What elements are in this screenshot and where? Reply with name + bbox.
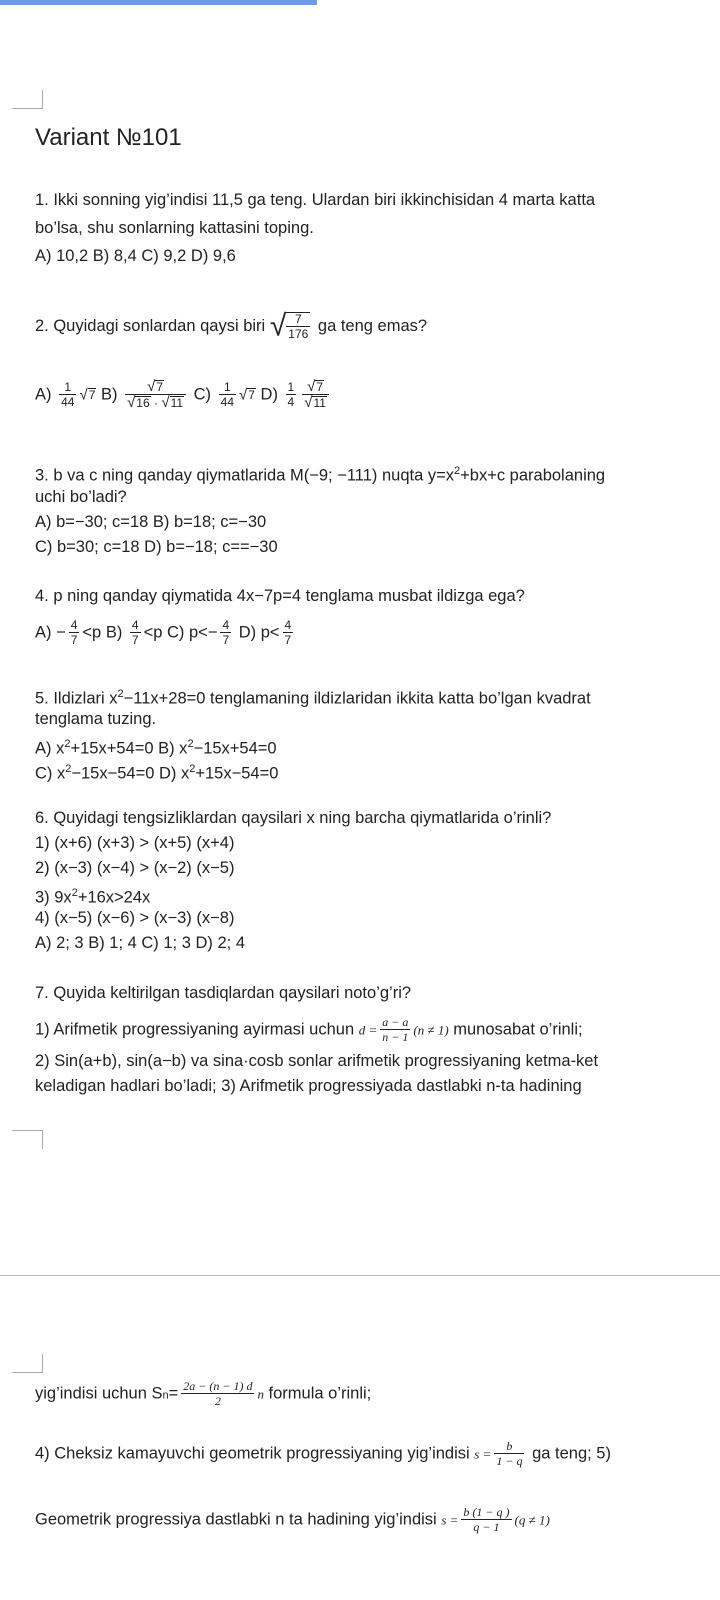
- q5-text-line2: tenglama tuzing.: [35, 710, 157, 728]
- q2-main-fraction: $\frac{7}{176}$: [288, 312, 309, 341]
- q6-item-3: 3) $9x^2+16x>24x$: [35, 887, 151, 907]
- q4-answers: A) − $\frac{4}{7}$ <p B) $\frac{4}{7}$ <p C) p<− $\frac{4}{7}$ D) p< $\frac{4}{7}$: [35, 618, 292, 647]
- radical-sign: √: [269, 309, 287, 343]
- page-corner-mark: [12, 1130, 43, 1149]
- q3-answers-ab: A) b=−30; c=18 B) b=18; c=−30: [35, 513, 267, 531]
- q5-answers-cd: C) $x^2-15x-54=0$ D) $x^2+15x-54=0$: [35, 763, 279, 783]
- q7-statement-5: Geometrik progressiya dastlabki n ta hadining yig’indisi s = $\frac{b (1 - q )}{q - 1}$ (q ≠ 1): [35, 1505, 550, 1534]
- q3-text-line2: uchi bo’ladi?: [35, 488, 127, 506]
- q5-text-line1: 5. Ildizlari $x^2-11x+28=0$ tenglamaning ildizlaridan ikkita katta bo’lgan kvadrat: [35, 688, 591, 708]
- q1-answers: A) 10,2 B) 8,4 C) 9,2 D) 9,6: [35, 247, 236, 265]
- q6-item-1: 1) (x+6) (x+3) > (x+5) (x+4): [35, 834, 235, 852]
- q4-text-line1: 4. p ning qanday qiymatida 4x−7p=4 tenglama musbat ildizga ega?: [35, 587, 525, 605]
- q5-answers-ab: A) $x^2+15x+54=0$ B) $x^2-15x+54=0$: [35, 738, 277, 758]
- page-title: Variant №101: [35, 124, 182, 151]
- page-separator: [0, 1275, 720, 1276]
- q7-statement-3: yig’indisi uchun Sn= $\frac{2a - (n - 1) d}{2}$ n formula o’rinli;: [35, 1379, 372, 1408]
- q6-text-line1: 6. Quyidagi tengsizliklardan qaysilari x ning barcha qiymatlarida o’rinli?: [35, 809, 552, 827]
- q6-item-2: 2) (x−3) (x−4) > (x−2) (x−5): [35, 859, 235, 877]
- q7-s1-fraction: $\frac{a - a}{n - 1}$: [382, 1015, 409, 1044]
- q6-answers: A) 2; 3 B) 1; 4 C) 1; 3 D) 2; 4: [35, 934, 245, 952]
- q2-answers: A) $\frac{1}{44}$ √7 B) $\frac{√7}{√16 \cdot √11}$ C) $\frac{1}{44}$ √7 D) $\frac{1}{4}$ $\frac{√7}{√11}$: [35, 380, 332, 410]
- q6-item-4: 4) (x−5) (x−6) > (x−3) (x−8): [35, 909, 235, 927]
- q2-d-fraction: $\frac{1}{4}$: [287, 380, 295, 409]
- q1-text-line1: 1. Ikki sonning yig’indisi 11,5 ga teng. Ulardan biri ikkinchisidan 4 marta katta: [35, 191, 596, 209]
- q7-s4-fraction: $\frac{b}{1 - q}$: [496, 1439, 523, 1468]
- q7-statement-4: 4) Cheksiz kamayuvchi geometrik progressiyaning yig’indisi s = $\frac{b}{1 - q}$ ga teng; 5): [35, 1439, 611, 1468]
- page-corner-mark: [12, 1354, 43, 1373]
- q2-a-fraction: $\frac{1}{44}$: [61, 380, 75, 409]
- q2-pre: 2. Quyidagi sonlardan qaysi biri: [35, 316, 266, 335]
- page-corner-mark: [12, 90, 43, 109]
- q2-post: ga teng emas?: [317, 316, 428, 335]
- q2-b-fraction: $\frac{√7}{√16 \cdot √11}$: [125, 380, 186, 410]
- reading-progress-fill: [0, 0, 317, 5]
- q1-text-line2: bo’lsa, shu sonlarning kattasini toping.: [35, 219, 314, 237]
- q2-d-radical-fraction: $\frac{√7}{√11}$: [302, 380, 329, 410]
- q7-statement-2-line1: 2) Sin(a+b), sin(a−b) va sina·cosb sonlar arifmetik progressiyaning ketma-ket: [35, 1052, 599, 1070]
- q7-s3-fraction: $\frac{2a - (n - 1) d}{2}$: [183, 1379, 253, 1408]
- q3-answers-cd: C) b=30; c=18 D) b=−18; c==−30: [35, 538, 278, 556]
- reading-progress-bar: [0, 0, 720, 5]
- q7-text-line1: 7. Quyida keltirilgan tasdiqlardan qaysilari noto’g’ri?: [35, 984, 412, 1002]
- q7-s5-fraction: $\frac{b (1 - q )}{q - 1}$: [463, 1505, 510, 1534]
- q7-statement-2-line2: keladigan hadlari bo’ladi; 3) Arifmetik progressiyada dastlabki n-ta hadining: [35, 1077, 582, 1095]
- q2-c-fraction: $\frac{1}{44}$: [220, 380, 235, 409]
- q7-statement-1: 1) Arifmetik progressiyaning ayirmasi uchun d = $\frac{a - a}{n - 1}$ (n ≠ 1) munosabat o’rinli;: [35, 1015, 583, 1044]
- q2-question: [35, 309, 428, 343]
- q3-text-line1: 3. b va c ning qanday qiymatlarida M(−9; −111) nuqta $y=x^2+bx+c$ parabolaning: [35, 465, 606, 485]
